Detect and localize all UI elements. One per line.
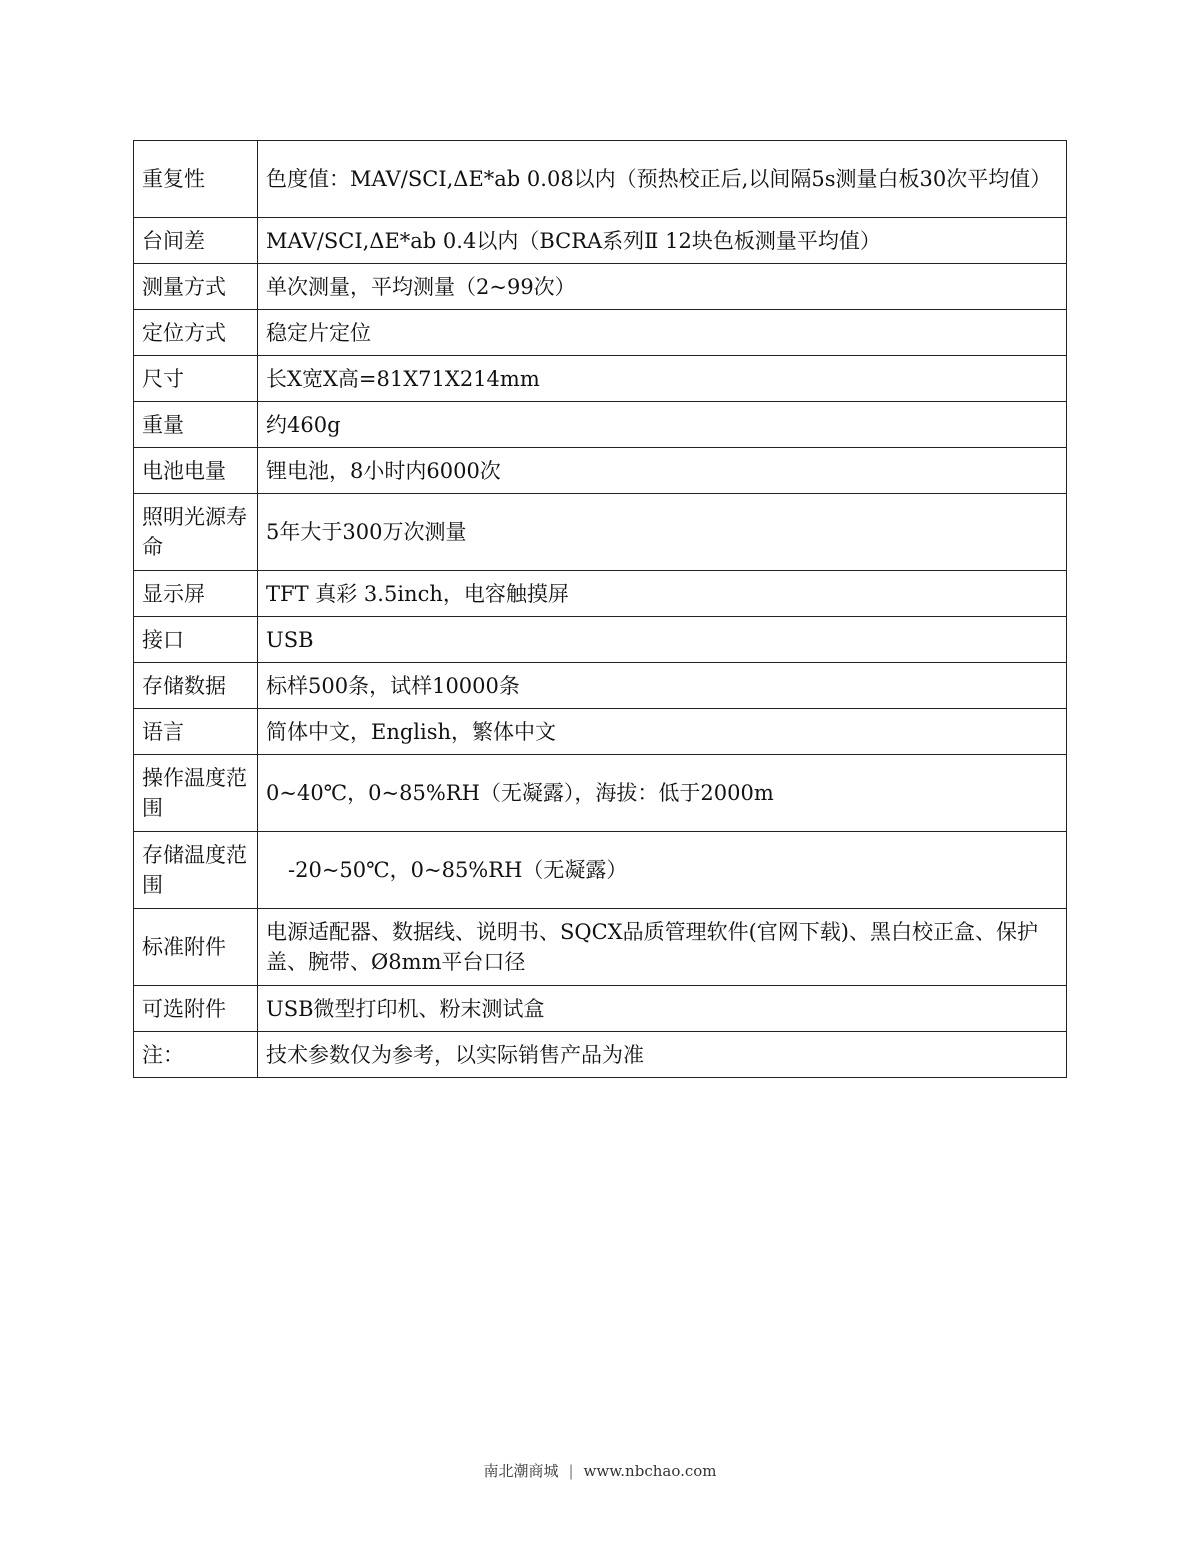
row-value: 约460g bbox=[258, 402, 1067, 448]
table-row bbox=[134, 909, 1067, 986]
table-row bbox=[134, 494, 1067, 571]
row-label: 操作温度范围 bbox=[134, 755, 258, 832]
row-value: 单次测量，平均测量（2~99次） bbox=[258, 264, 1067, 310]
footer-url: www.nbchao.com bbox=[583, 1462, 717, 1480]
table-row bbox=[134, 663, 1067, 709]
row-value: TFT 真彩 3.5inch，电容触摸屏 bbox=[258, 571, 1067, 617]
row-label: 语言 bbox=[134, 709, 258, 755]
row-label: 电池电量 bbox=[134, 448, 258, 494]
table-row bbox=[134, 402, 1067, 448]
row-label: 重复性 bbox=[134, 141, 258, 218]
spec-table bbox=[133, 140, 1067, 1078]
row-value: 标样500条，试样10000条 bbox=[258, 663, 1067, 709]
row-value: 色度值：MAV/SCI,ΔE*ab 0.08以内（预热校正后,以间隔5s测量白板30次平均值） bbox=[258, 141, 1067, 218]
row-label: 照明光源寿命 bbox=[134, 494, 258, 571]
page-footer bbox=[0, 1460, 1200, 1481]
row-label: 尺寸 bbox=[134, 356, 258, 402]
row-value: 稳定片定位 bbox=[258, 310, 1067, 356]
table-row bbox=[134, 218, 1067, 264]
row-value-cell bbox=[258, 832, 1067, 909]
row-value: USB bbox=[258, 617, 1067, 663]
row-value: 长X宽X高=81X71X214mm bbox=[258, 356, 1067, 402]
table-row bbox=[134, 141, 1067, 218]
table-row bbox=[134, 264, 1067, 310]
footer-separator: | bbox=[568, 1462, 574, 1480]
row-label: 测量方式 bbox=[134, 264, 258, 310]
row-label: 定位方式 bbox=[134, 310, 258, 356]
row-value: -20~50℃，0~85%RH（无凝露） bbox=[288, 858, 628, 882]
footer-site-name: 南北潮商城 bbox=[483, 1462, 559, 1480]
row-label: 可选附件 bbox=[134, 986, 258, 1032]
row-label: 存储数据 bbox=[134, 663, 258, 709]
table-row bbox=[134, 356, 1067, 402]
row-value: 0~40℃，0~85%RH（无凝露），海拔：低于2000m bbox=[258, 755, 1067, 832]
table-row bbox=[134, 832, 1067, 909]
row-label: 重量 bbox=[134, 402, 258, 448]
row-value: MAV/SCI,ΔE*ab 0.4以内（BCRA系列Ⅱ 12块色板测量平均值） bbox=[258, 218, 1067, 264]
row-value: 简体中文，English，繁体中文 bbox=[258, 709, 1067, 755]
row-label: 存储温度范围 bbox=[134, 832, 258, 909]
row-label: 标准附件 bbox=[134, 909, 258, 986]
row-value: 技术参数仅为参考，以实际销售产品为准 bbox=[258, 1032, 1067, 1078]
row-label: 接口 bbox=[134, 617, 258, 663]
row-label: 显示屏 bbox=[134, 571, 258, 617]
row-value: 锂电池，8小时内6000次 bbox=[258, 448, 1067, 494]
table-row bbox=[134, 617, 1067, 663]
table-row bbox=[134, 986, 1067, 1032]
table-row bbox=[134, 1032, 1067, 1078]
row-value: 5年大于300万次测量 bbox=[258, 494, 1067, 571]
table-row bbox=[134, 709, 1067, 755]
row-label: 注： bbox=[134, 1032, 258, 1078]
row-value: USB微型打印机、粉末测试盒 bbox=[258, 986, 1067, 1032]
row-value: 电源适配器、数据线、说明书、SQCX品质管理软件(官网下载)、黑白校正盒、保护盖、腕带、Ø8mm平台口径 bbox=[258, 909, 1067, 986]
table-row bbox=[134, 571, 1067, 617]
row-label: 台间差 bbox=[134, 218, 258, 264]
table-row bbox=[134, 755, 1067, 832]
table-row bbox=[134, 448, 1067, 494]
table-row bbox=[134, 310, 1067, 356]
